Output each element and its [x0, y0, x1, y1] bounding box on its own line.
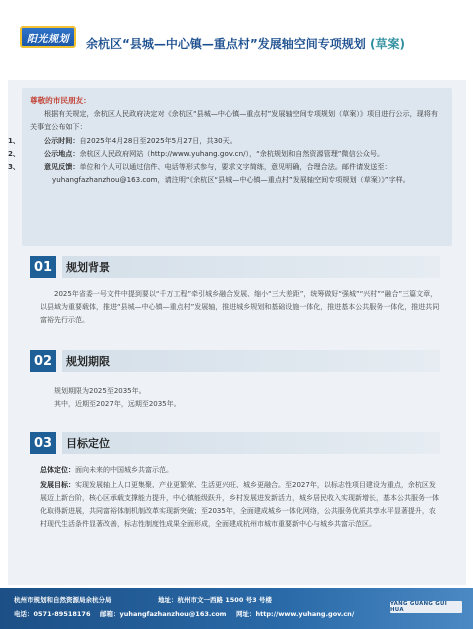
public-notice-box [8, 88, 452, 246]
page-footer [0, 588, 473, 629]
notice-item-time: 1、 公示时间：自2025年4月28日至2025年5月27日，共30天。 [8, 135, 237, 145]
sunshine-planning-logo: 阳光规划 [20, 26, 76, 48]
section-title: 目标定位 [62, 432, 440, 454]
period-paragraph-2: 其中，近期至2027年，远期至2035年。 [54, 400, 181, 408]
section-header-positioning [30, 432, 440, 454]
section-title: 规划期限 [62, 350, 440, 372]
section-number: 02 [30, 350, 56, 372]
overall-positioning: 总体定位：面向未来的中国城乡共富示范。 [40, 466, 173, 474]
notice-item-place: 2、 公示地点：余杭区人民政府网站（http://www.yuhang.gov.cn/），“余杭规划和自然资源管理”微信公众号。 [8, 148, 385, 158]
footer-email[interactable]: 邮箱：yuhangfazhanzhou@163.com [100, 610, 227, 618]
section-header-period [30, 350, 440, 372]
footer-address: 地址：杭州市文一西路 1500 号3 号楼 [158, 596, 272, 604]
draft-tag: (草案) [369, 37, 405, 51]
development-goals: 发展目标：实现发展轴上人口更集聚、产业更繁荣、生活更兴旺、城乡更融合。至2027年，以标志性项目建设为重点，余杭区发展迈上新台阶，核心区承载支撑能力提升，中心镇能级跃升，乡村发展进发新活力，城乡居民收入实现新增长，基本公共服务一体化取得新进展，共同富裕体制机制改革实现新突破；至2035年，全面建成城乡一体化网络，公共服务优质共享水平显著提升，农村现代生活条件显著改善，标志性制度性成果全面形成，全面建成杭州市城市重要新中心与城乡共富示范区。 [40, 481, 439, 528]
section-number: 03 [30, 432, 56, 454]
notice-greeting: 尊敬的市民朋友： [30, 96, 91, 105]
title-text: 余杭区“县城—中心镇—重点村”发展轴空间专项规划 [86, 37, 366, 51]
section-header-background [30, 256, 440, 278]
section-title: 规划背景 [62, 256, 440, 278]
period-paragraph-1: 规划期限为2025至2035年。 [54, 387, 146, 395]
footer-website[interactable]: 网址：http://www.yuhang.gov.cn/ [236, 610, 355, 618]
footer-org: 杭州市规划和自然资源局余杭分局 [14, 596, 112, 604]
footer-badge: YANG GUANG GUI HUA [390, 601, 462, 613]
notice-item-feedback: 3、 意见反馈：单位和个人可以通过信件、电话等形式参与，要求文字简练，意见明确，合理合法。邮件请发送至：yuhangfazhanzhou@163.com，请注明“《余杭区“县城—中心镇—重点村”发展轴空间专项规划（草案）》”字样。 [8, 162, 410, 185]
page-title [86, 35, 467, 52]
page-header [0, 0, 473, 74]
footer-phone: 电话：0571-89518176 [14, 610, 91, 618]
section-number: 01 [30, 256, 56, 278]
notice-intro: 根据有关规定，余杭区人民政府决定对《余杭区“县城—中心镇—重点村”发展轴空间专项规划（草案）》项目进行公示，现将有关事宜公布如下： [30, 109, 438, 132]
background-paragraph: 2025年省委一号文件中提到要以“千万工程”牵引城乡融合发展、缩小“三大差距”，统筹做好“强城”“兴村”“融合”三篇文章，以县域为重要载体，推进“县城—中心镇—重点村”发展轴，推进城乡规划和基础设施一体化，推进基本公共服务一体化，推进共同富裕先行示范。 [40, 290, 440, 324]
